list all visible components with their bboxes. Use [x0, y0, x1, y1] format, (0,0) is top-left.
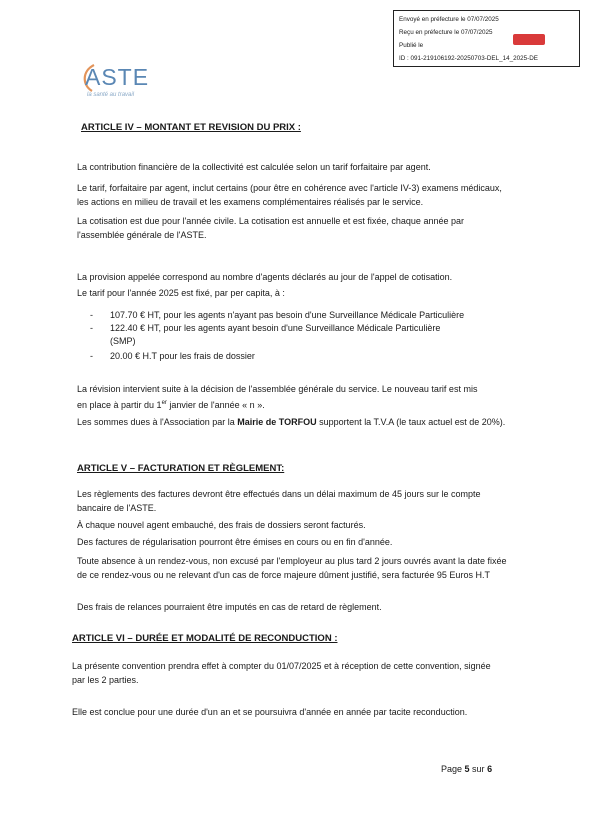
logo-text: ASTE [85, 64, 150, 90]
art5-p5: Des frais de relances pourraient être imputés en cas de retard de règlement. [77, 602, 382, 612]
stamp-id: ID : 091-219106192-20250703-DEL_14_2025-DE [399, 55, 538, 62]
list-item: - 20.00 € H.T pour les frais de dossier [90, 351, 255, 361]
art4-p5: Le tarif pour l'année 2025 est fixé, par per capita, à : [77, 288, 285, 298]
art5-p1: Les règlements des factures devront être effectués dans un délai maximum de 45 jours sur le compte bancaire de l'ASTE. [77, 489, 481, 513]
page-number: Page 5 sur 6 [441, 764, 493, 774]
logo-tagline: la santé au travail [87, 92, 135, 98]
art4-p4: La provision appelée correspond au nombre d'agents déclarés au jour de l'appel de cotisation. [77, 272, 453, 282]
art6-p1: La présente convention prendra effet à compter du 01/07/2025 et à réception de cette convention, signée par les 2 parties. [72, 661, 491, 685]
list-item: - 122.40 € HT, pour les agents ayant besoin d'une Surveillance Médicale Particulière [90, 323, 441, 333]
art5-p4: Toute absence à un rendez-vous, non excusé par l'employeur au plus tard 2 jours ouvrés avant la date fixée de ce rendez-vous ou ne relevant d'un cas de force majeure dûment justifié, sera facturée 95 Euros H.T [77, 556, 507, 580]
art5-p3: Des factures de régularisation pourront être émises en cours ou en fin d'année. [77, 537, 393, 547]
seal-icon [513, 34, 545, 45]
article-6-title: ARTICLE VI – DURÉE ET MODALITÉ DE RECONDUCTION : [72, 633, 338, 644]
aste-logo [83, 60, 163, 105]
art4-p3: La cotisation est due pour l'année civile. La cotisation est annuelle et est fixée, chaque année par l'assemblée générale de l'ASTE. [77, 216, 464, 240]
list-item-cont: (SMP) [110, 336, 136, 346]
article-4-title: ARTICLE IV – MONTANT ET REVISION DU PRIX : [81, 122, 301, 133]
art4-p7: Les sommes dues à l'Association par la Mairie de TORFOU supportent la T.V.A (le taux actuel est de 20%). [77, 417, 506, 427]
art4-p2: Le tarif, forfaitaire par agent, inclut certains (pour être en cohérence avec l'article IV-3) examens médicaux, les actions en milieu de travail et les examens complémentaires réalisés par le service. [77, 183, 502, 207]
prefecture-stamp [393, 10, 580, 67]
stamp-published: Publié le [399, 42, 424, 49]
stamp-sent: Envoyé en préfecture le 07/07/2025 [399, 16, 499, 23]
art5-p2: À chaque nouvel agent embauché, des frais de dossiers seront facturés. [77, 520, 366, 530]
art6-p2: Elle est conclue pour une durée d'un an et se poursuivra d'année en année par tacite reconduction. [72, 707, 468, 717]
art4-p6: La révision intervient suite à la décision de l'assemblée générale du service. Le nouveau tarif est mis en place à partir du 1er janvier de l'année « n ». [77, 384, 478, 410]
list-item: - 107.70 € HT, pour les agents n'ayant pas besoin d'une Surveillance Médicale Particulière [90, 310, 465, 320]
article-5-title: ARTICLE V – FACTURATION ET RÈGLEMENT: [77, 463, 285, 474]
stamp-received: Reçu en préfecture le 07/07/2025 [399, 29, 493, 36]
art4-p1: La contribution financière de la collectivité est calculée selon un tarif forfaitaire par agent. [77, 162, 431, 172]
